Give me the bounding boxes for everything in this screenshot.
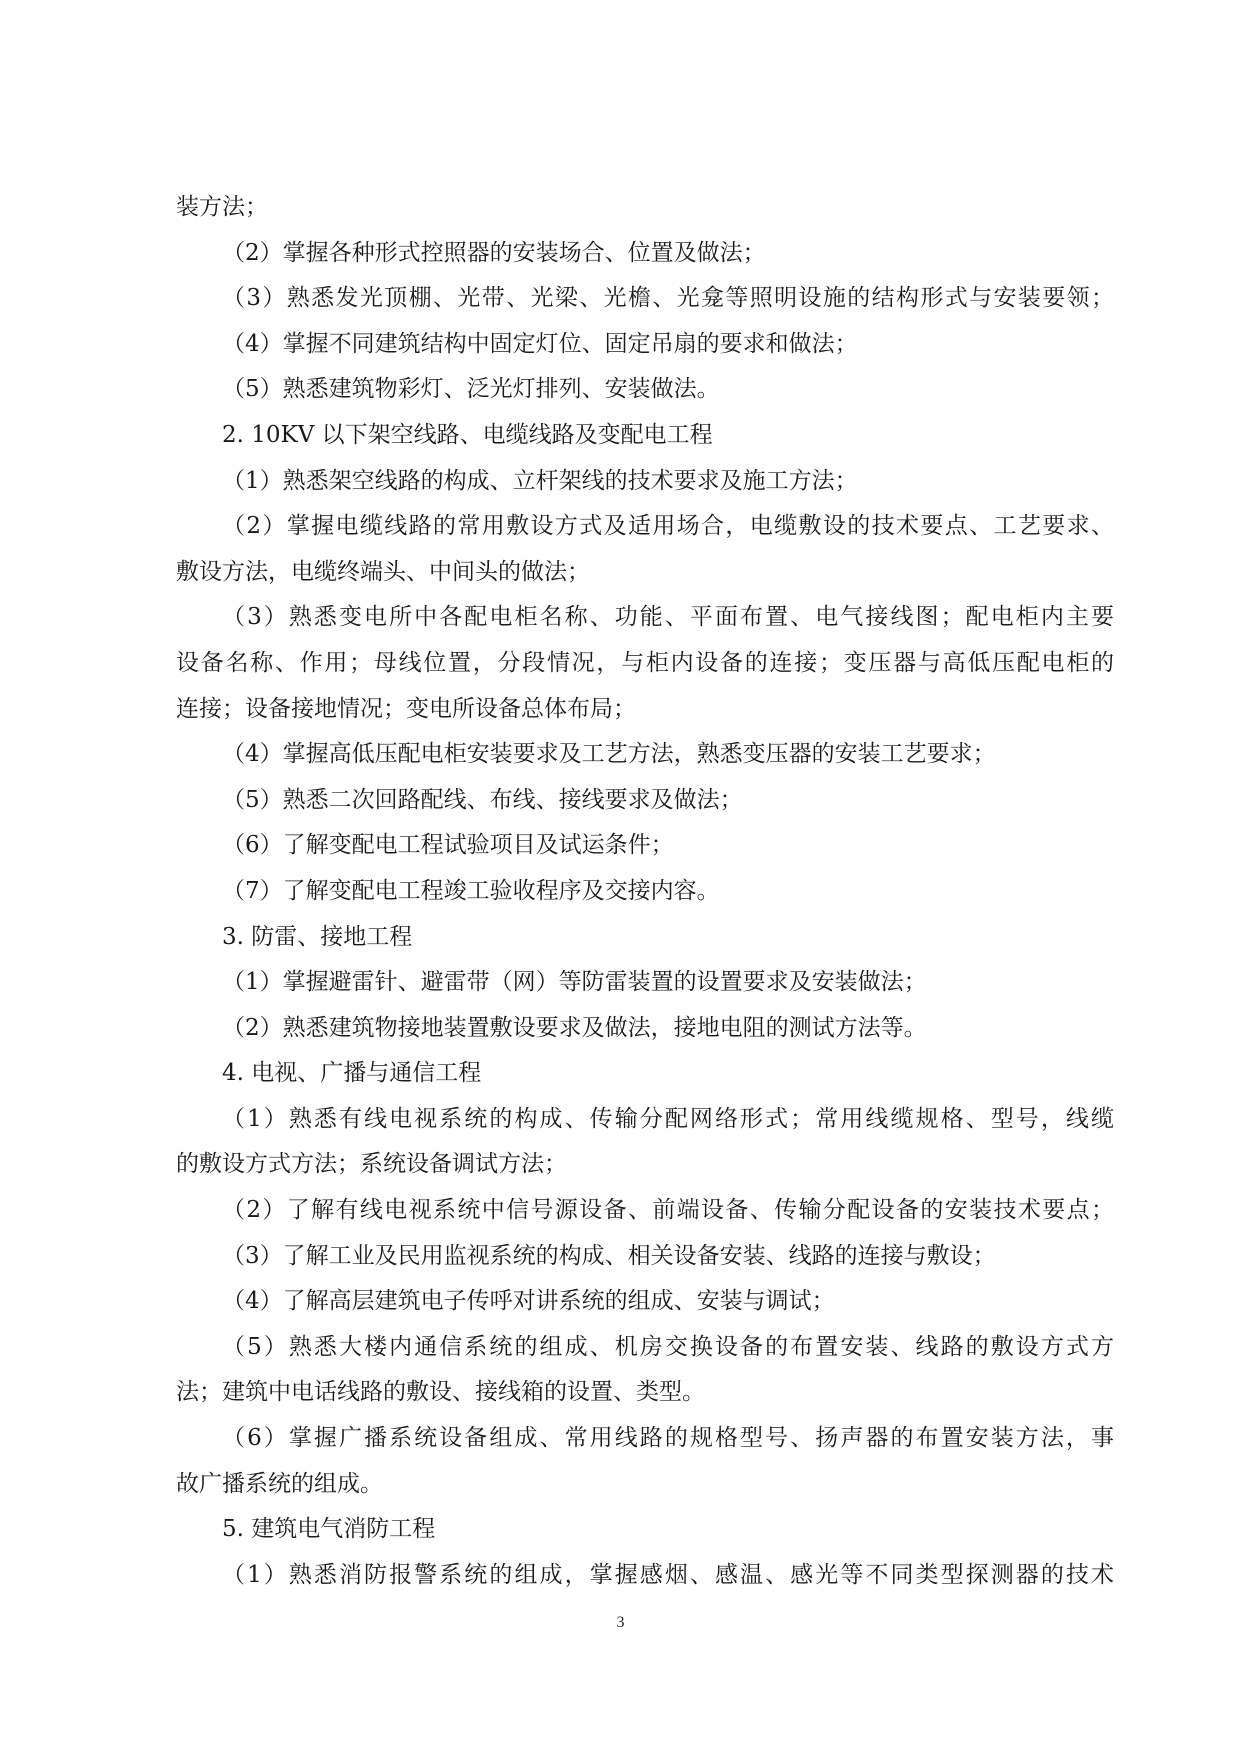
text-line: 连接；设备接地情况；变电所设备总体布局； (176, 695, 636, 722)
text-line: （1）熟悉有线电视系统的构成、传输分配网络形式；常用线缆规格、型号，线缆 (222, 1105, 1114, 1132)
text-line: （6）了解变配电工程试验项目及试运条件； (222, 832, 674, 859)
text-line: （6）掌握广播系统设备组成、常用线路的规格型号、扬声器的布置安装方法，事 (222, 1425, 1114, 1452)
text-line: （7）了解变配电工程竣工验收程序及交接内容。 (222, 877, 720, 904)
text-line: （4）了解高层建筑电子传呼对讲系统的组成、安装与调试； (222, 1288, 835, 1315)
text-line: 4. 电视、广播与通信工程 (222, 1060, 482, 1087)
text-line: 装方法； (176, 194, 268, 220)
text-line: （2）了解有线电视系统中信号源设备、前端设备、传输分配设备的安装技术要点； (222, 1197, 1114, 1224)
text-line: 的敷设方式方法；系统设备调试方法； (176, 1151, 567, 1178)
text-line: （3）熟悉发光顶棚、光带、光梁、光檐、光龛等照明设施的结构形式与安装要领； (222, 285, 1114, 312)
text-line: （2）熟悉建筑物接地装置敷设要求及做法，接地电阻的测试方法等。 (222, 1014, 927, 1041)
text-line: （1）熟悉架空线路的构成、立杆架线的技术要求及施工方法； (222, 467, 858, 494)
text-line: 设备名称、作用；母线位置，分段情况，与柜内设备的连接；变压器与高低压配电柜的 (176, 649, 1114, 676)
text-line: （3）熟悉变电所中各配电柜名称、功能、平面布置、电气接线图；配电柜内主要 (222, 604, 1114, 631)
text-line: （3）了解工业及民用监视系统的构成、相关设备安装、线路的连接与敷设； (222, 1242, 996, 1269)
text-line: （2）掌握电缆线路的常用敷设方式及适用场合，电缆敷设的技术要点、工艺要求、 (222, 513, 1114, 540)
text-line: （1）掌握避雷针、避雷带（网）等防雷装置的设置要求及安装做法； (222, 969, 927, 996)
text-line: （2）掌握各种形式控照器的安装场合、位置及做法； (222, 239, 766, 266)
text-line: （5）熟悉大楼内通信系统的组成、机房交换设备的布置安装、线路的敷设方式方 (222, 1333, 1114, 1360)
text-line: 3. 防雷、接地工程 (222, 923, 413, 950)
page-number: 3 (616, 1614, 625, 1631)
text-line: 5. 建筑电气消防工程 (222, 1516, 436, 1543)
text-line: （1）熟悉消防报警系统的组成，掌握感烟、感温、感光等不同类型探测器的技术 (222, 1561, 1114, 1588)
text-line: （4）掌握不同建筑结构中固定灯位、固定吊扇的要求和做法； (222, 330, 858, 357)
text-line: 法；建筑中电话线路的敷设、接线箱的设置、类型。 (176, 1379, 705, 1406)
text-line: 故广播系统的组成。 (176, 1470, 383, 1497)
text-line: 2. 10KV 以下架空线路、电缆线路及变配电工程 (222, 421, 713, 448)
body-text (176, 185, 1114, 1598)
text-line: 敷设方法，电缆终端头、中间头的做法； (176, 558, 590, 585)
text-line: （5）熟悉建筑物彩灯、泛光灯排列、安装做法。 (222, 376, 720, 403)
text-line: （5）熟悉二次回路配线、布线、接线要求及做法； (222, 786, 743, 813)
text-line: （4）掌握高低压配电柜安装要求及工艺方法，熟悉变压器的安装工艺要求； (222, 741, 996, 768)
